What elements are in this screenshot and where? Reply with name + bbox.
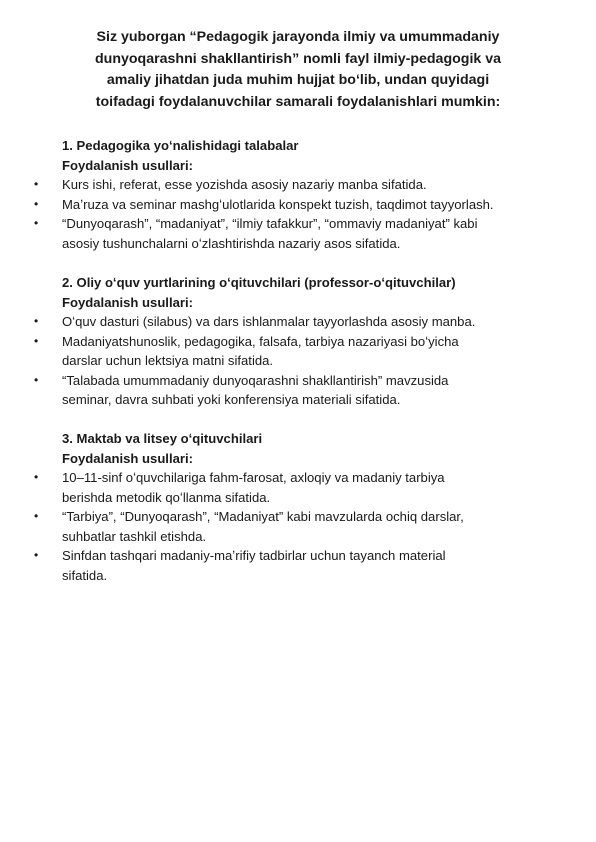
list-item-line: seminar, davra suhbati yoki konferensiya materiali sifatida.: [62, 392, 401, 407]
section-heading: 1. Pedagogika yoʻnalishidagi talabalar: [62, 138, 299, 153]
bullet-icon: •: [34, 509, 39, 523]
usage-list: [34, 175, 564, 253]
list-item-line: “Tarbiya”, “Dunyoqarash”, “Madaniyat” kabi mavzularda ochiq darslar,: [62, 509, 464, 524]
bullet-icon: •: [34, 177, 39, 191]
list-item: [34, 175, 564, 195]
section-university-teachers: [34, 273, 564, 410]
list-item: [34, 332, 564, 371]
section-heading: 2. Oliy oʻquv yurtlarining oʻqituvchilari (professor-oʻqituvchilar): [62, 275, 456, 290]
title-line: Siz yuborgan “Pedagogik jarayonda ilmiy va umummadaniy: [96, 29, 500, 45]
list-item: [34, 195, 564, 215]
section-school-teachers: [34, 429, 564, 585]
list-item: [34, 507, 564, 546]
section-subheading: Foydalanish usullari:: [62, 294, 193, 310]
bullet-icon: •: [34, 333, 39, 348]
list-item-line: darslar uchun lektsiya matni sifatida.: [62, 353, 274, 368]
title-line: dunyoqarashni shakllantirish” nomli fayl ilmiy-pedagogik va: [94, 50, 501, 67]
section-subheading: Foydalanish usullari:: [62, 450, 193, 466]
list-item: [34, 468, 564, 507]
bullet-icon: •: [34, 216, 39, 230]
list-item-line: Maʼruza va seminar mashgʻulotlarida konspekt tuzish, taqdimot tayyorlash.: [62, 196, 494, 212]
bullet-icon: •: [34, 372, 39, 387]
list-item-line: Oʻquv dasturi (silabus) va dars ishlanmalar tayyorlashda asosiy manba.: [62, 314, 476, 329]
usage-list: [34, 468, 564, 585]
list-item-line: “Dunyoqarash”, “madaniyat”, “ilmiy tafakkur”, “ommaviy madaniyat” kabi: [62, 216, 478, 231]
section-students: [34, 136, 564, 253]
bullet-icon: •: [34, 196, 39, 211]
usage-list: [34, 312, 564, 410]
list-item: [34, 546, 564, 585]
list-item-line: Sinfdan tashqari madaniy-maʼrifiy tadbirlar uchun tayanch material: [62, 548, 446, 563]
section-subheading: Foydalanish usullari:: [62, 157, 193, 173]
bullet-icon: •: [34, 470, 39, 484]
section-heading: 3. Maktab va litsey oʻqituvchilari: [62, 431, 263, 446]
bullet-icon: •: [34, 314, 39, 328]
title-line: toifadagi foydalanuvchilar samarali foydalanishlari mumkin:: [95, 93, 501, 110]
list-item-line: Kurs ishi, referat, esse yozishda asosiy nazariy manba sifatida.: [62, 177, 427, 192]
list-item-line: 10–11-sinf oʻquvchilariga fahm-farosat, axloqiy va madaniy tarbiya: [62, 470, 445, 485]
list-item-line: sifatida.: [62, 567, 108, 583]
list-item-line: asosiy tushunchalarni oʻzlashtirishda nazariy asos sifatida.: [62, 235, 401, 251]
list-item: [34, 371, 564, 410]
bullet-icon: •: [34, 548, 39, 562]
document-title: [60, 27, 536, 113]
list-item: [34, 312, 564, 332]
list-item-line: berishda metodik qoʻllanma sifatida.: [62, 489, 271, 505]
list-item-line: Madaniyatshunoslik, pedagogika, falsafa, tarbiya nazariyasi boʻyicha: [62, 333, 459, 349]
list-item: [34, 214, 564, 253]
list-item-line: “Talabada umummadaniy dunyoqarashni shakllantirish” mavzusida: [62, 372, 449, 388]
list-item-line: suhbatlar tashkil etishda.: [62, 528, 207, 544]
title-line: amaliy jihatdan juda muhim hujjat boʻlib, undan quyidagi: [106, 72, 490, 88]
